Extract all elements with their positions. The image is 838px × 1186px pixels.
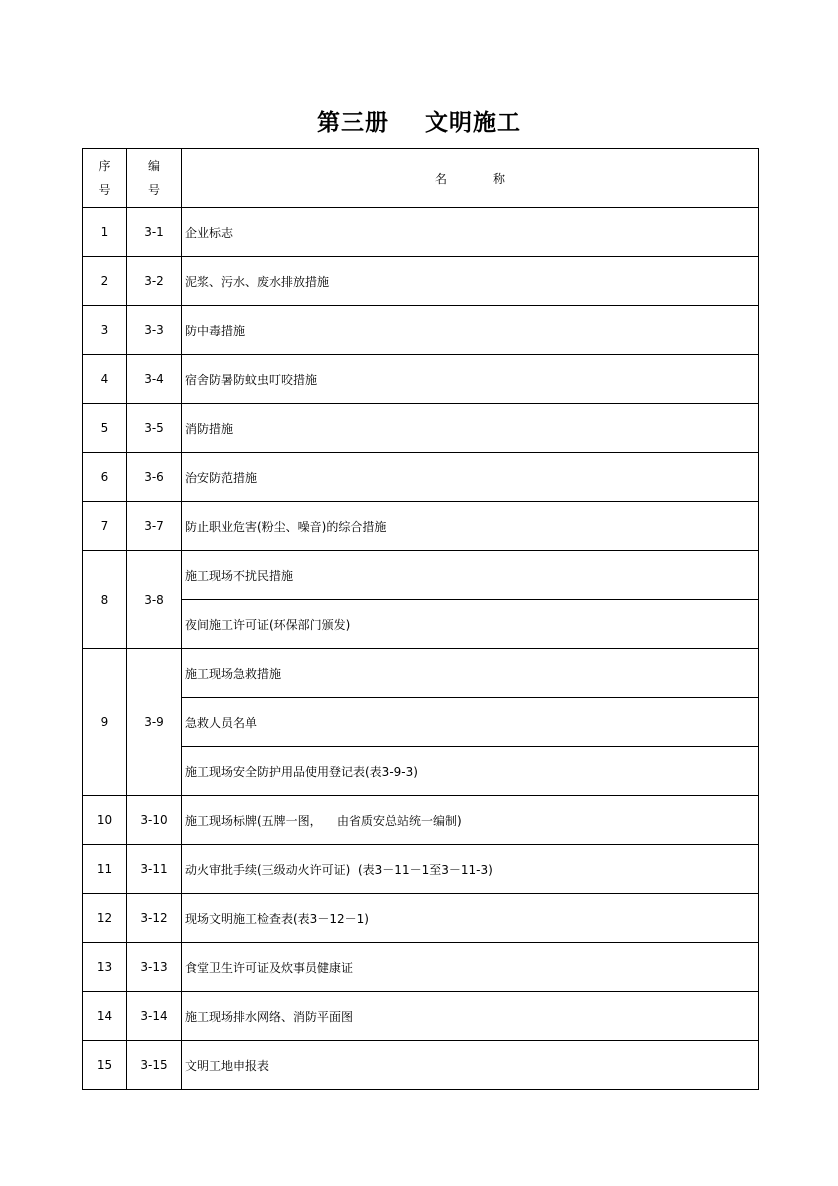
row-code: 3-1	[127, 208, 182, 257]
row-code: 3-3	[127, 306, 182, 355]
header-seq-cell	[83, 149, 127, 208]
row-name: 企业标志	[182, 208, 759, 257]
row-seq: 9	[83, 649, 127, 796]
header-name-cell	[182, 149, 759, 208]
header-seq-bottom: 号	[98, 183, 111, 197]
header-code-bottom: 号	[147, 183, 160, 197]
row-name: 施工现场排水网络、消防平面图	[182, 992, 759, 1041]
row-code: 3-10	[127, 796, 182, 845]
row-name: 防止职业危害(粉尘、噪音)的综合措施	[182, 502, 759, 551]
row-name: 宿舍防暑防蚊虫叮咬措施	[182, 355, 759, 404]
row-name: 急救人员名单	[182, 698, 759, 747]
row-name: 夜间施工许可证(环保部门颁发)	[182, 600, 759, 649]
catalog-table	[82, 148, 759, 1090]
header-name-right: 称	[493, 171, 506, 186]
row-name: 消防措施	[182, 404, 759, 453]
row-seq: 1	[83, 208, 127, 257]
table-row	[83, 257, 759, 306]
row-name: 动火审批手续(三级动火许可证) (表3－11－1至3－11-3)	[182, 845, 759, 894]
table-row	[83, 502, 759, 551]
row-code: 3-14	[127, 992, 182, 1041]
row-seq: 2	[83, 257, 127, 306]
row-name: 现场文明施工检查表(表3－12－1)	[182, 894, 759, 943]
document-title: 第三册 文明施工	[316, 110, 522, 136]
row-name: 施工现场急救措施	[182, 649, 759, 698]
row-seq: 10	[83, 796, 127, 845]
row-seq: 15	[83, 1041, 127, 1090]
table-row	[83, 453, 759, 502]
table-row	[83, 404, 759, 453]
table-row	[83, 551, 759, 600]
table-header-row	[83, 149, 759, 208]
header-code-top: 编	[147, 159, 160, 173]
row-name: 治安防范措施	[182, 453, 759, 502]
table-row	[83, 208, 759, 257]
header-name-left: 名	[434, 171, 447, 186]
header-code-cell	[127, 149, 182, 208]
table-row	[83, 796, 759, 845]
row-seq: 6	[83, 453, 127, 502]
table-row	[83, 649, 759, 698]
row-seq: 14	[83, 992, 127, 1041]
row-seq: 8	[83, 551, 127, 649]
table-row	[83, 1041, 759, 1090]
table-row	[83, 747, 759, 796]
table-row	[83, 355, 759, 404]
row-code: 3-9	[127, 649, 182, 796]
row-code: 3-15	[127, 1041, 182, 1090]
row-name: 施工现场不扰民措施	[182, 551, 759, 600]
row-seq: 4	[83, 355, 127, 404]
table-row	[83, 845, 759, 894]
row-code: 3-11	[127, 845, 182, 894]
row-name: 施工现场标牌(五牌一图， 由省质安总站统一编制)	[182, 796, 759, 845]
row-code: 3-5	[127, 404, 182, 453]
row-seq: 5	[83, 404, 127, 453]
row-name: 施工现场安全防护用品使用登记表(表3-9-3)	[182, 747, 759, 796]
row-code: 3-6	[127, 453, 182, 502]
row-code: 3-7	[127, 502, 182, 551]
row-seq: 13	[83, 943, 127, 992]
row-name: 泥浆、污水、废水排放措施	[182, 257, 759, 306]
row-code: 3-13	[127, 943, 182, 992]
table-row	[83, 894, 759, 943]
table-row	[83, 943, 759, 992]
table-row	[83, 600, 759, 649]
row-name: 文明工地申报表	[182, 1041, 759, 1090]
row-code: 3-4	[127, 355, 182, 404]
row-seq: 3	[83, 306, 127, 355]
table-row	[83, 992, 759, 1041]
row-seq: 11	[83, 845, 127, 894]
table-row	[83, 306, 759, 355]
row-name: 食堂卫生许可证及炊事员健康证	[182, 943, 759, 992]
row-code: 3-8	[127, 551, 182, 649]
row-code: 3-12	[127, 894, 182, 943]
header-seq-top: 序	[98, 159, 111, 173]
row-name: 防中毒措施	[182, 306, 759, 355]
row-code: 3-2	[127, 257, 182, 306]
row-seq: 7	[83, 502, 127, 551]
row-seq: 12	[83, 894, 127, 943]
table-row	[83, 698, 759, 747]
